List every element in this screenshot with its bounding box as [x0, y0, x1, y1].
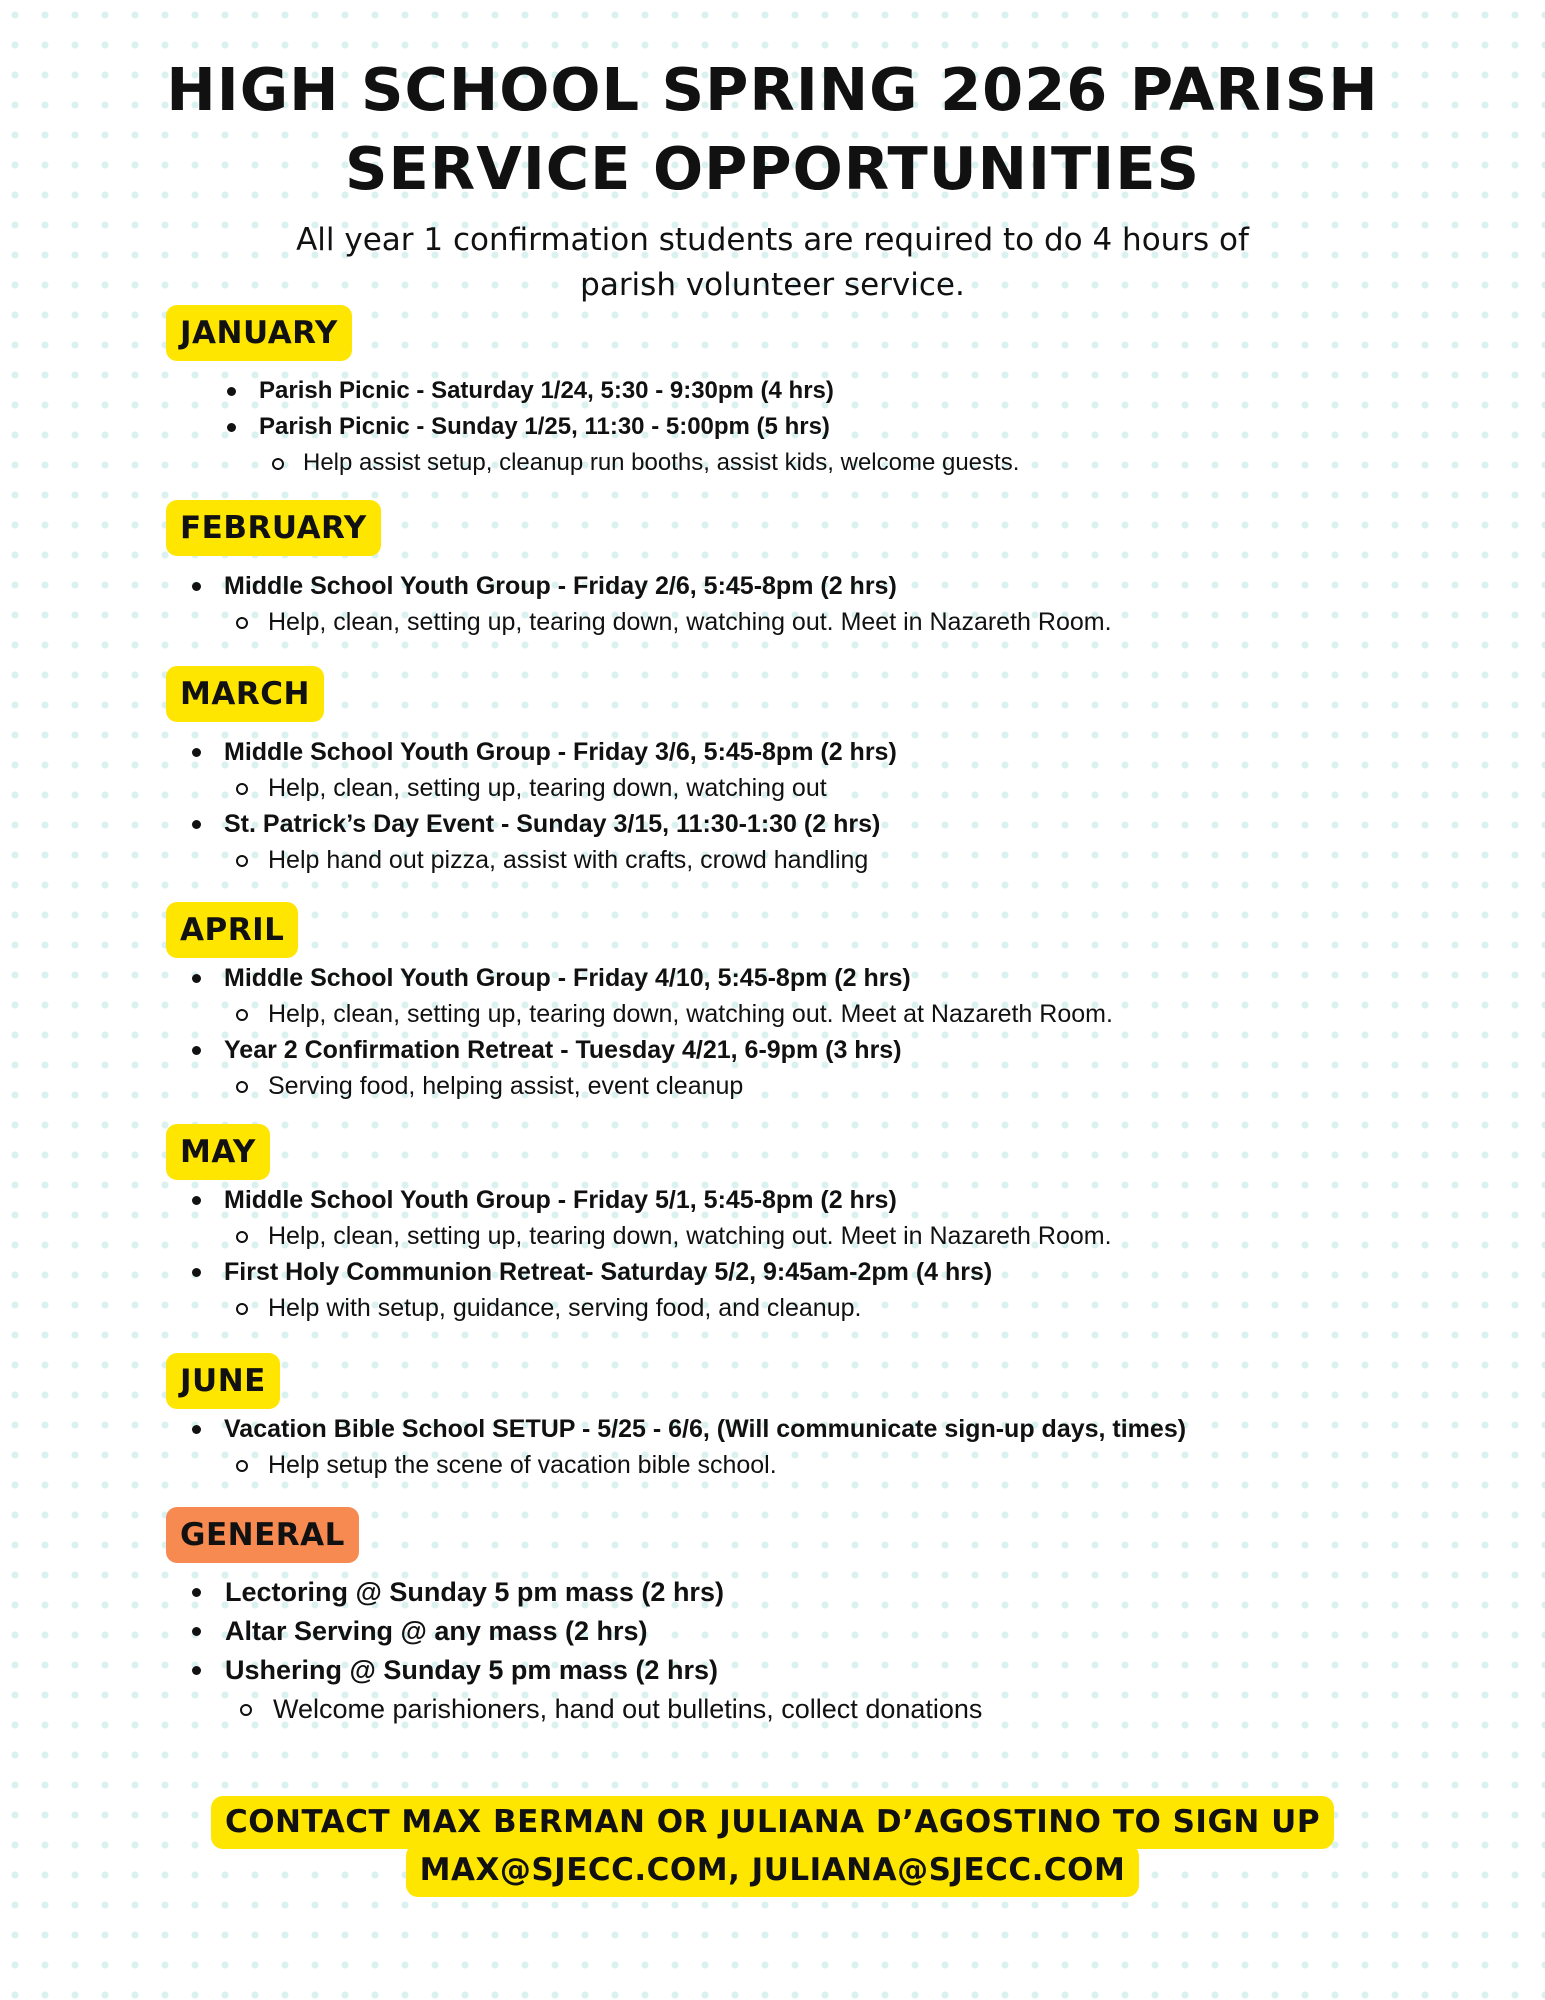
- section-may: [166, 1124, 1425, 1326]
- event-detail: Help, clean, setting up, tearing down, watching out. Meet in Nazareth Room.: [166, 604, 1425, 640]
- month-label-february: FEBRUARY: [166, 500, 381, 556]
- title-line-1: HIGH SCHOOL SPRING 2026 PARISH: [166, 55, 1379, 124]
- event-detail: Help, clean, setting up, tearing down, watching out. Meet at Nazareth Room.: [166, 996, 1425, 1032]
- section-january: [166, 305, 1425, 481]
- month-label-april: APRIL: [166, 902, 298, 958]
- event-detail: Help assist setup, cleanup run booths, assist kids, welcome guests.: [166, 445, 1425, 481]
- requirement-note: [0, 218, 1545, 308]
- event-item: Middle School Youth Group - Friday 4/10, 5:45-8pm (2 hrs): [166, 960, 1425, 996]
- event-detail: Help, clean, setting up, tearing down, watching out: [166, 770, 1425, 806]
- month-label-general: GENERAL: [166, 1507, 359, 1563]
- contact-line-emails: MAX@SJECC.COM, JULIANA@SJECC.COM: [406, 1844, 1140, 1897]
- requirement-line-1: All year 1 confirmation students are required to do 4 hours of: [296, 222, 1249, 258]
- february-events: [166, 568, 1425, 640]
- section-february: [166, 500, 1425, 640]
- section-april: [166, 902, 1425, 1104]
- january-events: [166, 373, 1425, 481]
- general-events: [166, 1573, 1425, 1729]
- event-detail: Help setup the scene of vacation bible school.: [166, 1447, 1425, 1483]
- event-detail: Welcome parishioners, hand out bulletins, collect donations: [166, 1690, 1425, 1729]
- event-item: Parish Picnic - Sunday 1/25, 11:30 - 5:00pm (5 hrs): [166, 409, 1425, 445]
- month-label-january: JANUARY: [166, 305, 352, 361]
- event-item: Middle School Youth Group - Friday 2/6, 5:45-8pm (2 hrs): [166, 568, 1425, 604]
- may-events: [166, 1182, 1425, 1326]
- event-item: Altar Serving @ any mass (2 hrs): [166, 1612, 1425, 1651]
- contact-callout: [0, 1796, 1545, 1892]
- month-label-may: MAY: [166, 1124, 270, 1180]
- month-label-march: MARCH: [166, 666, 324, 722]
- event-item: Middle School Youth Group - Friday 3/6, 5:45-8pm (2 hrs): [166, 734, 1425, 770]
- page-title: [0, 50, 1545, 208]
- month-label-june: JUNE: [166, 1353, 280, 1409]
- event-detail: Help, clean, setting up, tearing down, watching out. Meet in Nazareth Room.: [166, 1218, 1425, 1254]
- event-item: First Holy Communion Retreat- Saturday 5/2, 9:45am-2pm (4 hrs): [166, 1254, 1425, 1290]
- event-item: St. Patrick’s Day Event - Sunday 3/15, 11:30-1:30 (2 hrs): [166, 806, 1425, 842]
- march-events: [166, 734, 1425, 878]
- title-line-2: SERVICE OPPORTUNITIES: [344, 134, 1201, 203]
- event-item: Vacation Bible School SETUP - 5/25 - 6/6, (Will communicate sign-up days, times): [166, 1411, 1425, 1447]
- april-events: [166, 960, 1425, 1104]
- event-item: Middle School Youth Group - Friday 5/1, 5:45-8pm (2 hrs): [166, 1182, 1425, 1218]
- june-events: [166, 1411, 1425, 1483]
- section-june: [166, 1353, 1425, 1483]
- section-general: [166, 1507, 1425, 1729]
- section-march: [166, 666, 1425, 878]
- event-item: Year 2 Confirmation Retreat - Tuesday 4/21, 6-9pm (3 hrs): [166, 1032, 1425, 1068]
- requirement-line-2: parish volunteer service.: [580, 267, 965, 303]
- event-detail: Help with setup, guidance, serving food, and cleanup.: [166, 1290, 1425, 1326]
- event-item: Lectoring @ Sunday 5 pm mass (2 hrs): [166, 1573, 1425, 1612]
- contact-line-names: CONTACT MAX BERMAN OR JULIANA D’AGOSTINO TO SIGN UP: [211, 1796, 1334, 1849]
- event-detail: Help hand out pizza, assist with crafts, crowd handling: [166, 842, 1425, 878]
- event-detail: Serving food, helping assist, event cleanup: [166, 1068, 1425, 1104]
- event-item: Ushering @ Sunday 5 pm mass (2 hrs): [166, 1651, 1425, 1690]
- event-item: Parish Picnic - Saturday 1/24, 5:30 - 9:30pm (4 hrs): [166, 373, 1425, 409]
